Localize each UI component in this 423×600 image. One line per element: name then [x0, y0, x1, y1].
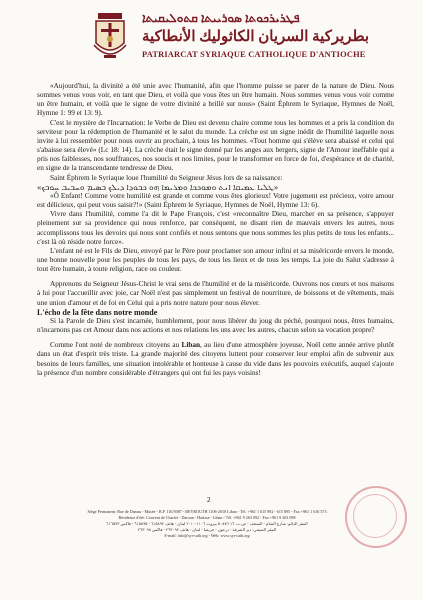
- paragraph: L'enfant né est le Fils de Dieu, envoyé par le Père pour proclamer son amour infini et sa miséricorde envers le monde, une bonne nouvelle pour les peuples de tous les pays, de tous les lieux et de tous les temps. La joie du Salut s'adresse à tout être humain, à toute religion, race ou couleur.: [37, 246, 394, 274]
- paragraph-text: Comme l'ont noté de nombreux citoyens au: [50, 341, 182, 350]
- paragraph: Apprenons du Seigneur Jésus-Christ le vrai sens de l'humilité et de la miséricorde. Ouvrons nos cœurs et nos maisons à lui pour l'accueillir avec joie, car Noël n'est pas simplement un festival de nourriture, de boissons et de vêtements, mais une union d'amour et de foi en Celui qui a pris notre nature pour nous élever.: [37, 280, 394, 307]
- paragraph-text: , au lieu d'une atmosphère joyeuse, Noël cette année arrive plutôt dans un état d'esprit très triste. La grande majorité des citoyens luttent pour conserver leur emploi afin de subvenir aux besoins de leurs familles, une situation intolérable et honteuse à cause du vide dans les pouvoirs exécutifs, auquel s'ajoute la présence d'un nombre considérable d'étrangers qui ont fui les pays voisins!: [37, 341, 394, 377]
- letter-body: [37, 82, 394, 378]
- footer-line: E-mail: info@syr-cath.org - Web: www.syr-cath.org: [164, 533, 250, 539]
- footer: [52, 509, 362, 539]
- paragraph: Si la Parole de Dieu s'est incarnée, humblement, pour nous libérer du joug du péché, pourquoi nous, êtres humains, n'incarnons pas cet Amour dans nos actions et nos relations les uns avec les autres, chacun selon sa vocation propre?: [37, 316, 394, 335]
- paragraph: C'est le mystère de l'Incarnation: le Verbe de Dieu est devenu chaire comme tous les hommes et a pris la condition du serviteur pour la rédemption de l'humanité et le salut du monde. La crèche est un signe inédit de l'humilité laquelle nous invite à lui ressembler pour nous ouvrir au prochain, à tous les hommes. «Tout homme qui s'élève sera abaissé et celui qui s'abaisse sera élevé» (Lc 18: 14). La crèche était le signe donné par les anges aux bergers, signe de l'Amour ineffable qui a pris nos faiblesses, nos souffrances, nos soucis et nos limites, pour le transformer en force de foi, d'espérance et de charité, en signe de la transcendante tendresse de Dieu.: [37, 118, 394, 173]
- page-number: 2: [207, 496, 211, 504]
- header-arabic-title: بطريركية السريان الكاثوليك الأنطاكية: [142, 29, 370, 45]
- header-syriac-title: ܦܛܪܝܪܟܘܬܐ ܣܘܪܝܝܬܐ ܩܬܘܠܝܩܝܬܐ: [142, 11, 300, 25]
- paragraph: «Ô Enfant! Comme votre humilité est grande et comme vous êtes glorieux! Votre jugement est précieux, votre amour est délicieux, qui peut vous saisir?!» (Saint Éphrem le Syriaque, Hymnes de Noël, Hymne 13: 6).: [37, 191, 394, 210]
- footer-line: المقر الصيفي: دير الشرفة - درعون - حريصا - لبنان - هاتف ٢٦٣٠٩٢ - فاكس ٢٦٣٠٩٨: [137, 527, 277, 533]
- paragraph: [37, 341, 394, 378]
- patriarchate-logo-icon: [84, 11, 136, 65]
- paragraph: Vivre dans l'humilité, comme l'a dit le Pape François, c'est «reconnaître Dieu, marcher en sa présence, s'appuyer pleinement sur sa providence qui nous renforce, par conséquent, ne disant rien de mauvais envers les autres, nous accomplissons tous les devoirs qui nous sont confiés et nous sentons que nous sommes les plus petits de tous les enfants... c'est là où réside notre force».: [37, 210, 394, 246]
- country-name: Liban: [181, 341, 201, 350]
- paragraph: «Aujourd'hui, la divinité a été unie avec l'humanité, afin que l'homme puisse se parer de la nature de Dieu. Nous sommes venus vous voir, en tant que Dieu, et voilà que vous êtes un être humain. Nous sommes venus vous voir comme un être humain, et voilà que le signe de votre divinité a brillé sur nous» (Saint Éphrem le Syriaque, Hymnes de Noël, Hymne 1: 99 et 13: 9).: [37, 82, 394, 118]
- footer-line: Siège Permanent: Rue de Damas - Musée - B.P. 116/5087 - BEYROUTH 1106-2010 Liban - Tél. +961 1 615 892 - 615 895 - Fax +961 1 616 573: [87, 509, 327, 514]
- header-french-title: PATRIARCAT SYRIAQUE CATHOLIQUE D'ANTIOCHE: [142, 50, 366, 59]
- syriac-quote: «ܛܠܝܐ ܥܡܝܩܐ ܐܢܬ ܘܡܘܟܟܐ ܘܡܪܝܡܐ ܗܘ ܟܒܘܕܐ ܕܝܠܟ ܒܣܝܡ ܘܚܒܝܒ ܚܘܒܟ»: [37, 181, 279, 192]
- paragraph: Saint Éphrem le Syriaque loue l'humilité du Seigneur Jésus lors de sa naissance:: [50, 173, 283, 182]
- footer-line: Résidence d'été: Couvent de Charfet - Daroun - Harissa - Liban - Tél. +961 9 263 092 - Fax +961 9 263 098: [118, 515, 296, 521]
- section-heading: L'écho de la fête dans notre monde: [37, 307, 158, 317]
- footer-line: المقر الدائم: شارع الشام - المتحف - ص.ب. ٥٠٨٧/١١٦ بيروت ١١٠٦-٢٠١٠ لبنان - هاتف ٦١٥٨٩٢ - ٦١٥٨٩٥ - فاكس ٦١٦٥٧٣: [106, 521, 308, 527]
